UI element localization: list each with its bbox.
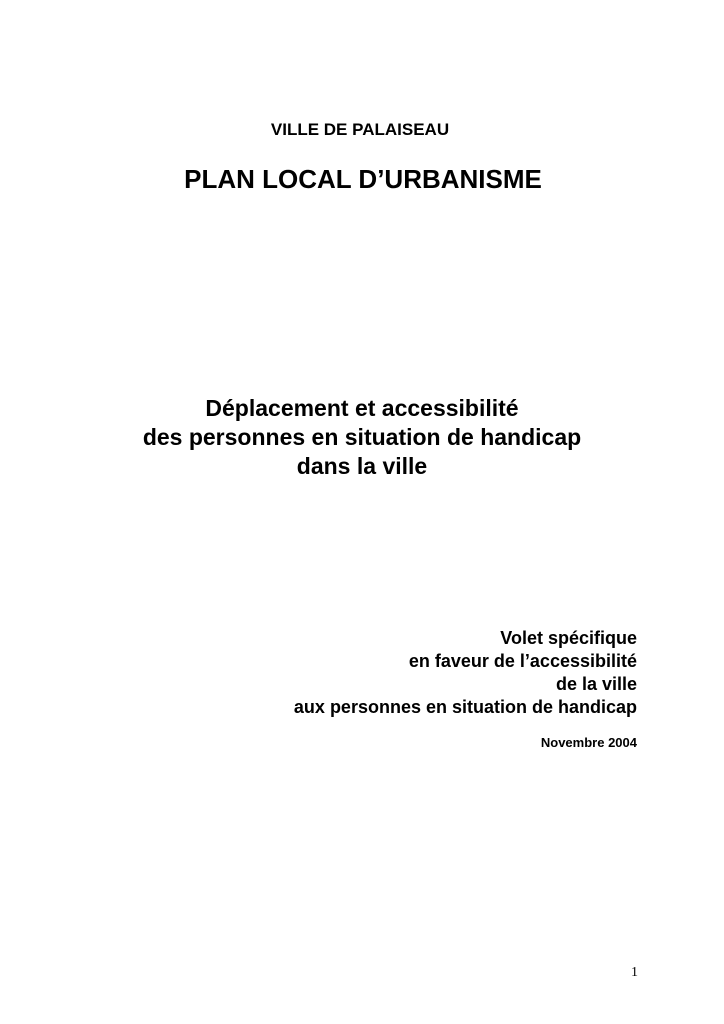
volet-line-3: de la ville [555,674,637,694]
subject-line-3: dans la ville [296,453,428,479]
city-name: VILLE DE PALAISEAU [270,120,450,139]
document-subject [0,394,724,481]
page-number: 1 [631,965,638,980]
plan-title: PLAN LOCAL D’URBANISME [184,164,542,194]
volet-line-1: Volet spécifique [500,628,637,648]
volet-line-2: en faveur de l’accessibilité [408,651,637,671]
document-date: Novembre 2004 [540,735,637,750]
volet-description [294,627,637,719]
volet-line-4: aux personnes en situation de handicap [293,697,637,717]
subject-line-1: Déplacement et accessibilité [205,395,519,421]
subject-line-2: des personnes en situation de handicap [142,424,582,450]
